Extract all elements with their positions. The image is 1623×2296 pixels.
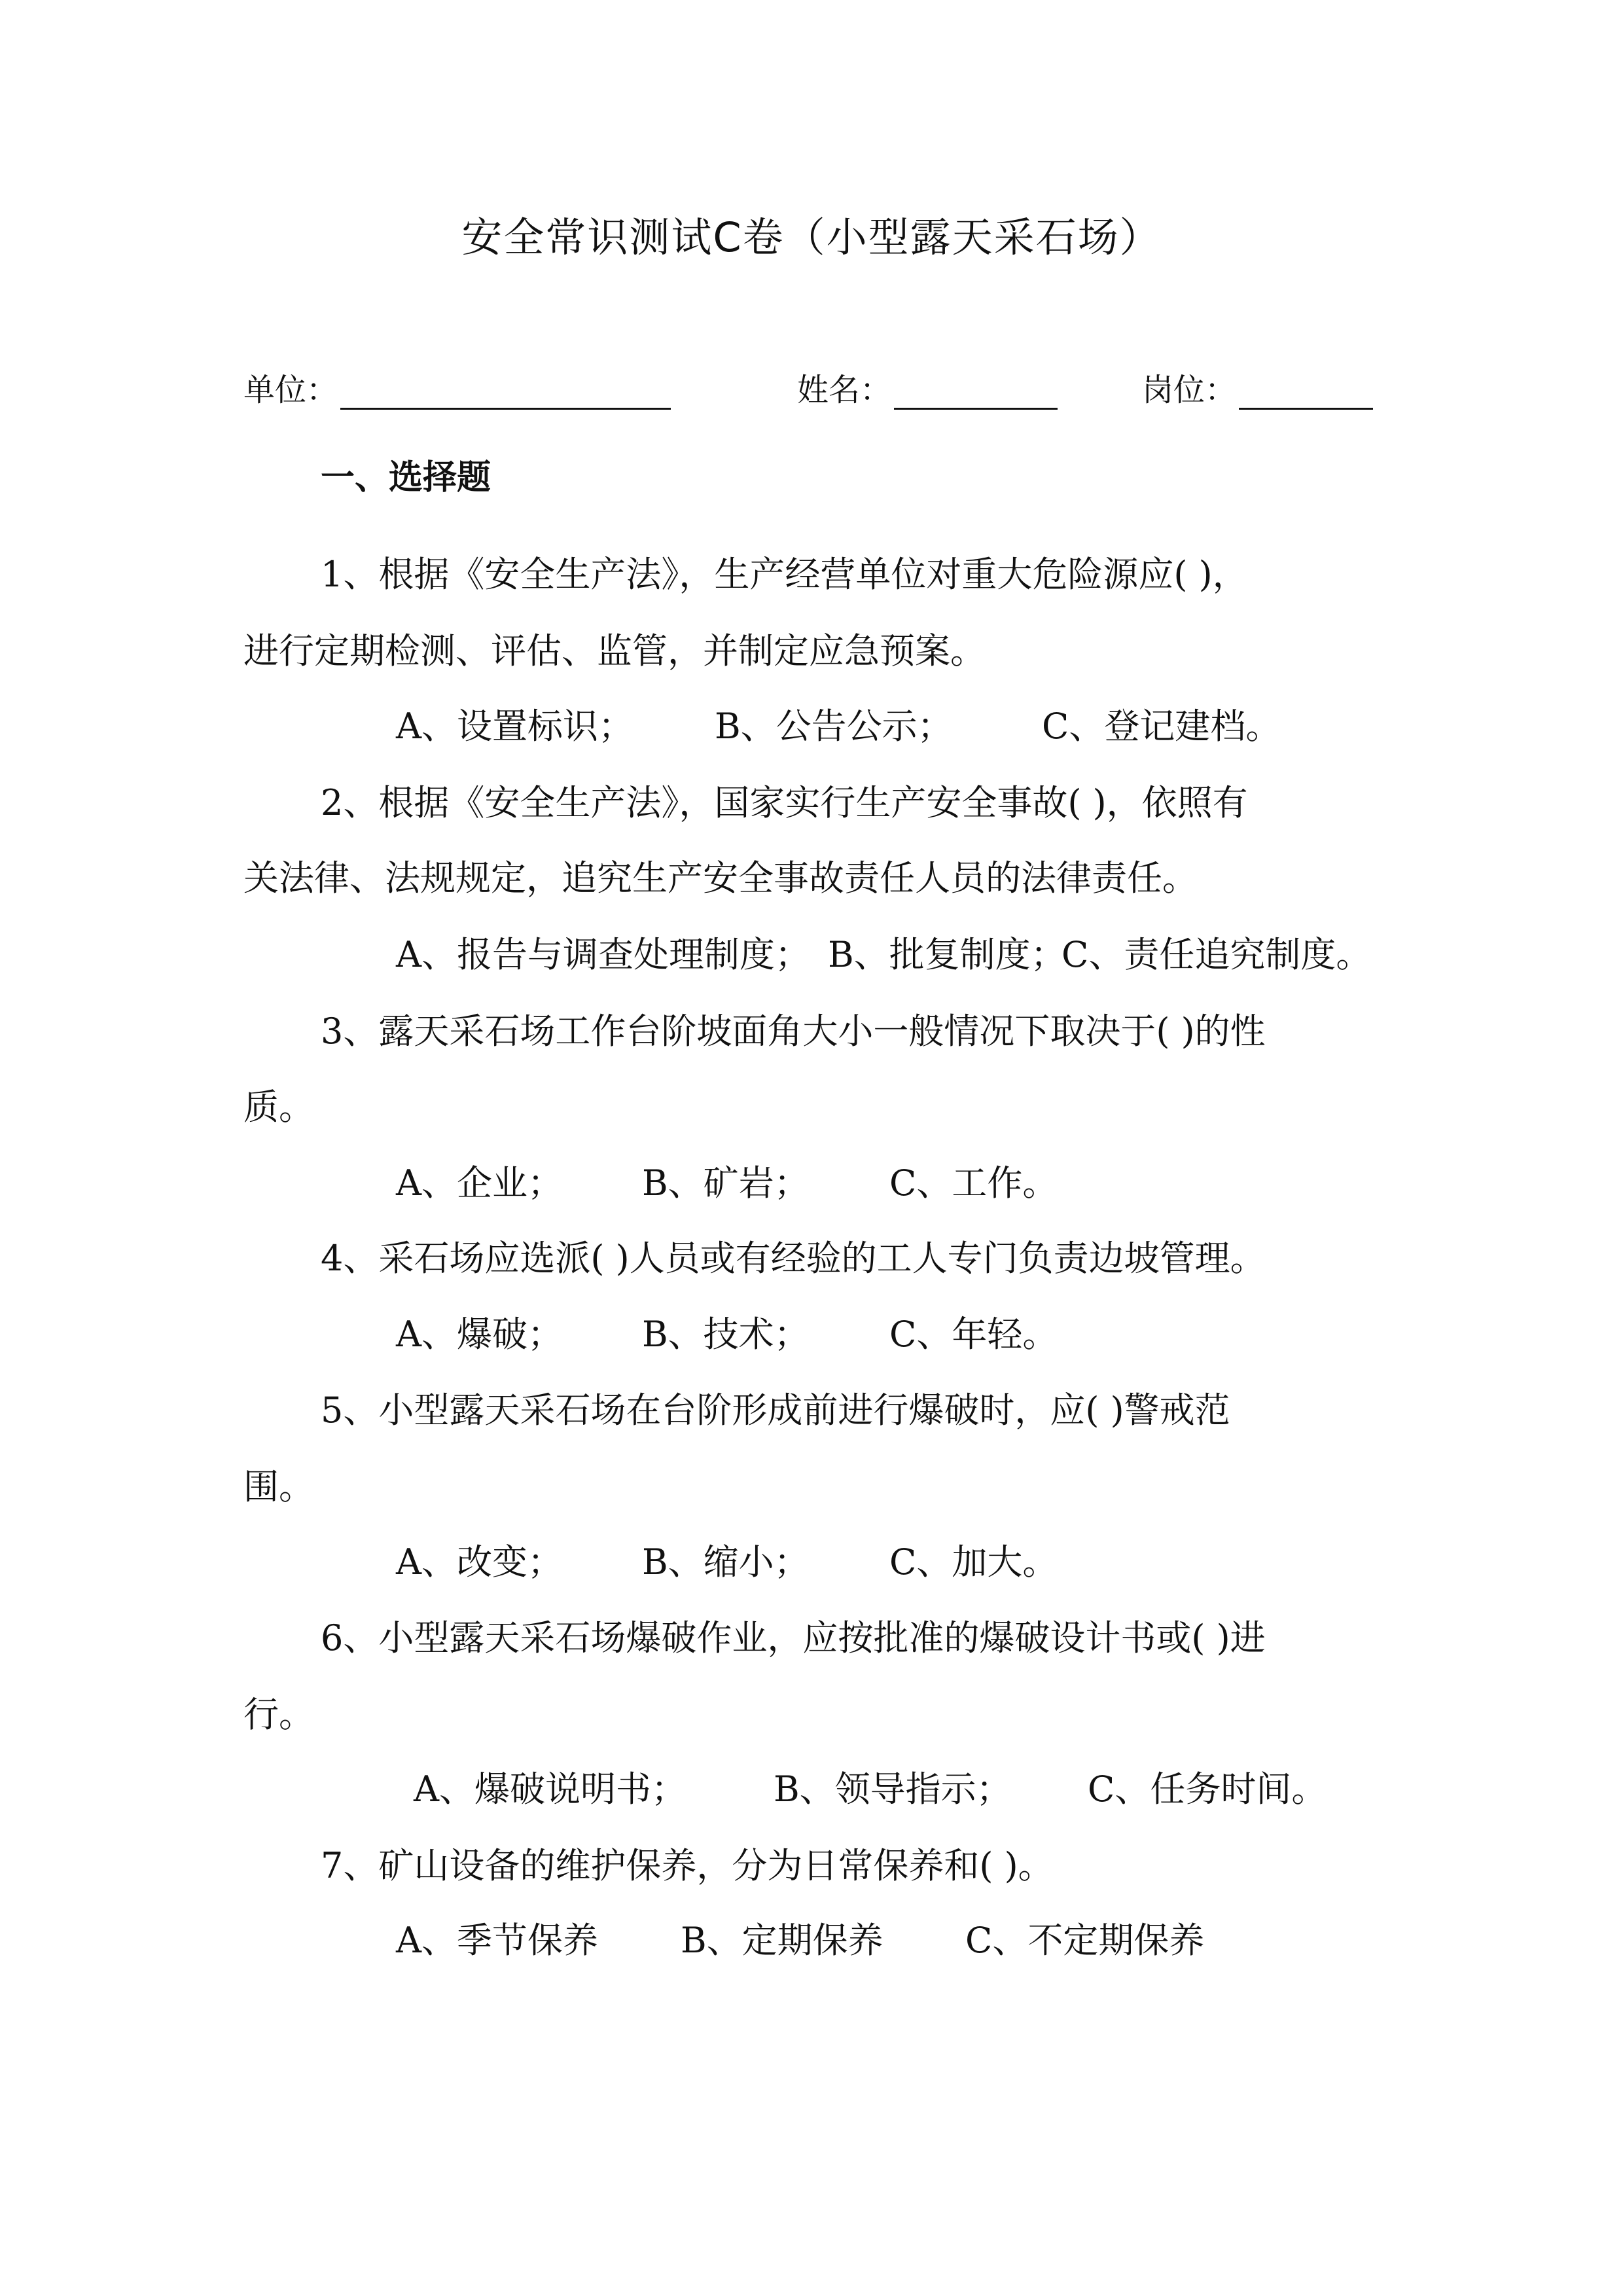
question-5-options [396, 1536, 1058, 1588]
page-title: 安全常识测试C卷（小型露天采石场） [461, 213, 1162, 261]
option-b[interactable]: B、批复制度； [828, 934, 1066, 975]
question-4-line-1: 4、采石场应选派( )人员或有经验的工人专门负责边坡管理。 [321, 1238, 1266, 1279]
option-b[interactable]: B、矿岩； [642, 1162, 810, 1204]
question-2-line-2: 关法律、法规规定，追究生产安全事故责任人员的法律责任。 [243, 857, 1198, 899]
question-2-options [396, 929, 1371, 981]
question-1-line-2: 进行定期检测、评估、监管，并制定应急预案。 [243, 630, 986, 672]
question-4-options [396, 1308, 1058, 1361]
option-c[interactable]: C、登记建档。 [1042, 706, 1281, 747]
option-a[interactable]: A、季节保养 [396, 1920, 598, 1961]
question-7-line-1: 7、矿山设备的维护保养，分为日常保养和( )。 [321, 1845, 1054, 1886]
option-c[interactable]: C、加大。 [889, 1541, 1058, 1583]
question-6-line-2: 行。 [243, 1694, 314, 1735]
option-b[interactable]: B、领导指示； [774, 1768, 1012, 1810]
option-b[interactable]: B、技术； [642, 1314, 810, 1355]
question-6-options [414, 1763, 1327, 1816]
option-c[interactable]: C、任务时间。 [1088, 1768, 1327, 1810]
name-label: 姓名： [797, 372, 892, 408]
question-1-line-1: 1、根据《安全生产法》，生产经营单位对重大危险源应( )， [321, 554, 1248, 595]
option-b[interactable]: B、缩小； [642, 1541, 810, 1583]
position-blank[interactable] [1239, 371, 1373, 410]
question-5-line-1: 5、小型露天采石场在台阶形成前进行爆破时，应( )警戒范 [321, 1390, 1230, 1431]
question-7-options [396, 1914, 1204, 1967]
option-b[interactable]: B、公告公示； [715, 706, 953, 747]
question-3-line-1: 3、露天采石场工作台阶坡面角大小一般情况下取决于( )的性 [321, 1011, 1266, 1052]
option-a[interactable]: A、设置标识； [396, 706, 633, 747]
option-b[interactable]: B、定期保养 [681, 1920, 883, 1961]
question-3-options [396, 1157, 1058, 1210]
option-a[interactable]: A、爆破说明书； [414, 1768, 687, 1810]
option-a[interactable]: A、改变； [396, 1541, 563, 1583]
option-c[interactable]: C、不定期保养 [965, 1920, 1205, 1961]
name-field [797, 364, 1058, 416]
question-5-line-2: 围。 [243, 1466, 314, 1507]
unit-blank[interactable] [340, 371, 671, 410]
question-3-line-2: 质。 [243, 1086, 314, 1128]
position-label: 岗位： [1142, 372, 1237, 408]
option-a[interactable]: A、爆破； [396, 1314, 563, 1355]
question-2-line-1: 2、根据《安全生产法》，国家实行生产安全事故( )，依照有 [321, 782, 1248, 823]
option-a[interactable]: A、报告与调查处理制度； [396, 934, 810, 975]
option-a[interactable]: A、企业； [396, 1162, 563, 1204]
question-1-options [396, 700, 1281, 753]
unit-field [243, 364, 671, 416]
option-c[interactable]: C、工作。 [889, 1162, 1058, 1204]
position-field [1142, 364, 1373, 416]
name-blank[interactable] [894, 371, 1058, 410]
section-heading: 一、选择题 [321, 458, 491, 497]
option-c[interactable]: C、责任追究制度。 [1061, 934, 1372, 975]
question-6-line-1: 6、小型露天采石场爆破作业，应按批准的爆破设计书或( )进 [321, 1617, 1266, 1659]
unit-label: 单位： [243, 372, 338, 408]
option-c[interactable]: C、年轻。 [889, 1314, 1058, 1355]
